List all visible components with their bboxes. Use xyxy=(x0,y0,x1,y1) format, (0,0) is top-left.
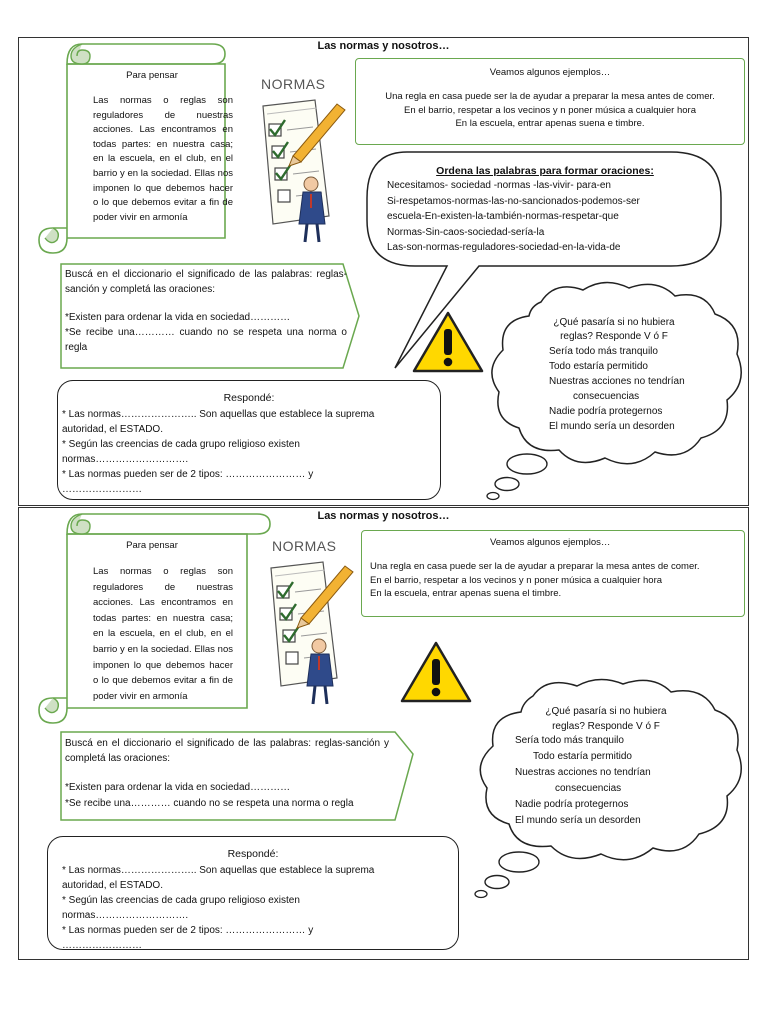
warning-triangle-icon xyxy=(411,310,485,374)
responde-list xyxy=(62,407,392,497)
ejemplo-line: En el barrio, respetar a los vecinos y n poner música a cualquier hora xyxy=(370,574,663,586)
pensar-body: Las normas o reglas son reguladores de nuestras acciones. Las encontramos en todas partes: en nuestra casa; en la escuela, en el club, en el barrio y en la sociedad. Ellas nos imponen lo que debemos hacer o lo que debemos evitar a fin de poder vivir en armonía xyxy=(93,566,233,702)
busca-box xyxy=(55,262,361,370)
ordena-line: escuela-En-existen-la-también-normas-respetar-que xyxy=(387,211,619,222)
responde-line: * Según las creencias de cada grupo religioso existen normas………………………. xyxy=(62,895,300,921)
ejemplo-line: Una regla en casa puede ser la de ayudar a preparar la mesa antes de comer. xyxy=(370,561,700,572)
ordena-line: Las-son-normas-reguladores-sociedad-en-la-vida-de xyxy=(387,242,621,253)
responde-heading: Respondé: xyxy=(223,392,275,404)
thought-cloud xyxy=(467,674,749,900)
ordena-heading: Ordena las palabras para formar oraciones: xyxy=(436,165,654,177)
nube-question: ¿Qué pasaría si no hubiera reglas? Responde V ó F xyxy=(553,317,675,342)
responde-heading: Respondé: xyxy=(227,848,279,860)
worksheet-2 xyxy=(18,507,749,960)
nube-question: ¿Qué pasaría si no hubiera reglas? Responde V ó F xyxy=(545,706,667,732)
busca-intro: Buscá en el diccionario el significado de las palabras: reglas-sanción y completá las oraciones: xyxy=(65,738,389,764)
ejemplo-line: En la escuela, entrar apenas suena e timbre. xyxy=(455,118,645,129)
responde-list xyxy=(62,863,392,953)
ordena-line: Normas-Sin-caos-sociedad-sería-la xyxy=(387,226,545,238)
responde-line: * Las normas………………….. Son aquellas que establece la suprema autoridad, el ESTADO. xyxy=(62,409,375,435)
ordena-line: Si-respetamos-normas-las-no-sancionados-podemos-ser xyxy=(387,195,640,207)
worksheet-title: Las normas y nosotros… xyxy=(317,510,450,522)
worksheet-1 xyxy=(18,37,749,506)
ordena-line: Necesitamos- sociedad -normas -las-vivir- para-en xyxy=(387,180,611,191)
ejemplos-heading: Veamos algunos ejemplos… xyxy=(489,67,611,78)
ejemplos-list xyxy=(370,560,700,601)
normas-word: NORMAS xyxy=(261,76,326,92)
nube-item: Nuestras acciones no tendrían xyxy=(515,767,651,778)
ordena-list xyxy=(387,178,640,256)
nube-items xyxy=(515,733,715,829)
responde-line: * Las normas pueden ser de 2 tipos: …………………… y …………………… xyxy=(62,469,314,495)
nube-item: consecuencias xyxy=(555,783,622,794)
busca-box xyxy=(55,730,415,822)
nube-item: El mundo sería un desorden xyxy=(515,815,641,826)
normas-word: NORMAS xyxy=(272,538,337,554)
nube-item: Todo estaría permitido xyxy=(533,751,632,762)
busca-intro: Buscá en el diccionario el significado de las palabras: reglas-sanción y completá las oraciones: xyxy=(65,269,347,295)
pensar-body: Las normas o reglas son reguladores de nuestras acciones. Las encontramos en todas partes: en nuestra casa; en la escuela, en el club, en el barrio y en la sociedad. Ellas nos imponen lo que debemos hacer o lo que debemos evitar a fin de poder vivir en armonía xyxy=(93,95,233,223)
nube-item: consecuencias xyxy=(573,391,640,402)
nube-item: Sería todo más tranquilo xyxy=(549,346,658,357)
normas-clipboard-illustration xyxy=(245,96,355,246)
busca-item: *Existen para ordenar la vida en sociedad………… xyxy=(65,312,291,323)
nube-items xyxy=(549,344,719,434)
responde-line: * Las normas………………….. Son aquellas que establece la suprema autoridad, el ESTADO. xyxy=(62,865,375,891)
warning-triangle-icon xyxy=(399,640,473,704)
pensar-heading: Para pensar xyxy=(126,540,178,551)
ejemplo-line: Una regla en casa puede ser la de ayudar a preparar la mesa antes de comer. xyxy=(385,91,715,102)
ejemplos-box xyxy=(361,530,745,617)
ejemplos-list xyxy=(356,90,744,131)
worksheet-title: Las normas y nosotros… xyxy=(317,40,450,52)
nube-item: Todo estaría permitido xyxy=(549,361,648,372)
busca-item: *Se recibe una………… cuando no se respeta una norma o regla xyxy=(65,327,347,353)
nube-item: El mundo sería un desorden xyxy=(549,421,675,432)
nube-item: Nadie podría protegernos xyxy=(515,799,629,810)
pensar-scroll xyxy=(37,42,233,254)
ejemplo-line: En la escuela, entrar apenas suena el timbre. xyxy=(370,588,562,599)
ejemplo-line: En el barrio, respetar a los vecinos y n poner música a cualquier hora xyxy=(403,104,696,116)
busca-items xyxy=(65,780,395,812)
pensar-heading: Para pensar xyxy=(126,70,178,81)
responde-line: * Las normas pueden ser de 2 tipos: …………………… y …………………… xyxy=(62,925,314,951)
nube-item: Sería todo más tranquilo xyxy=(515,735,624,746)
nube-item: Nuestras acciones no tendrían xyxy=(549,376,685,387)
ejemplos-box xyxy=(355,58,745,145)
ejemplos-heading: Veamos algunos ejemplos… xyxy=(490,537,611,548)
normas-clipboard-illustration xyxy=(253,558,363,708)
responde-box xyxy=(47,836,459,950)
responde-box xyxy=(57,380,441,500)
nube-item: Nadie podría protegernos xyxy=(549,406,663,417)
busca-item: *Se recibe una………… cuando no se respeta una norma o regla xyxy=(65,798,354,809)
responde-line: * Según las creencias de cada grupo religioso existen normas………………………. xyxy=(62,439,300,465)
busca-items xyxy=(65,310,347,355)
busca-item: *Existen para ordenar la vida en sociedad………… xyxy=(65,782,291,793)
pensar-scroll xyxy=(37,512,273,724)
thought-cloud xyxy=(479,274,749,502)
